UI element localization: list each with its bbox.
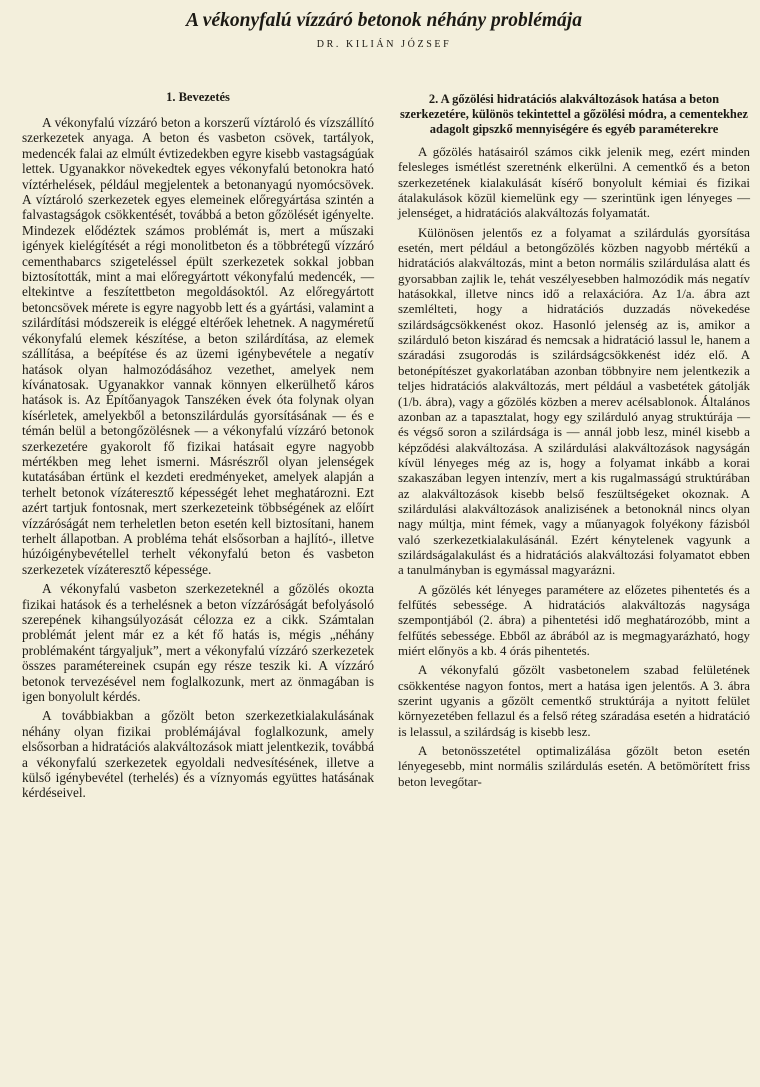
paragraph: Különösen jelentős ez a folyamat a szilárdulás gyorsítása esetén, mert például a betongőzölés közben nagyobb mértékű a hidratációs alakváltozás, mint a beton normális szilárdulása alatt és gyorsabban zajlik le, tehát veszélyesebben halmozódik más negatív hatásokkal, illetve nincs idő a relaxációra. Az 1/a. ábra azt szemlélteti, hogy a hidratációs duzzadás növekedése szilárdságcsökkenést okoz. Hasonló jelenség az is, amikor a szilárduló beton kiszárad és nemcsak a hidratáció lassul le, hanem a száradási zsugorodás is szilárdságcsökkenést idéz elő. A betonépítészet gyakorlatában azonban többnyire nem jelentkezik a teljes hidratációs alakváltozás, mert például a vasbetétek gátolják (1/b. ábra), vagy a gőzölés közben a merev acélsablonok. Általános azonban az a tapasztalat, hogy egy szilárduló anyag struktúrája — és végső soron a szilárdsága is — annál jobb lesz, minél kisebb a képződési alakváltozása. A szilárdulási alakváltozások nagyságán kívül lényeges még az is, hogy a folyamat inkább a korai szakaszában legyen intenzív, mert a kis rugalmasságú struktúrában az alakváltozások kisebb belső feszültségeket okoznak. A szilárdulási alakváltozások analizisének a betonoknál nincs olyan nagy múltja, mint fémek, vagy a műanyagok folyékony fázisból való szerkezetkialakulásánál. Ezért kénytelenek vagyunk a szilárdságalakulást és a hidratációs alakváltozási folyamatot ebben a tanulmányban is egymással magyarázni. <box>398 225 750 578</box>
paragraph: A betonösszetétel optimalizálása gőzölt beton esetén lényegesebb, mint normális szilárdulás esetén. A betömörített friss beton levegőtar- <box>398 744 750 789</box>
paragraph: A gőzölés hatásairól számos cikk jelenik meg, ezért minden felesleges ismétlést szeretnénk elkerülni. A cementkő és a beton szerkezetének kialakulását kísérő bonyolult kémiai és fizikai átalakulások közül kiemelünk egy — szerintünk igen lényeges — jelenséget, a hidratációs alakváltozás folyamatát. <box>398 145 750 221</box>
section-heading-introduction: 1. Bevezetés <box>166 90 230 104</box>
left-column <box>22 88 374 801</box>
paragraph: A vékonyfalú vasbeton szerkezeteknél a gőzölés okozta fizikai hatások és a terhelésnek a beton vízzáróságát befolyásoló szerepének kihangsúlyozását célozza ez a cikk. Számtalan problémát jelent már ez a két fő hatás is, mégis „néhány problémaként tárgyaljuk”, mert a vékonyfalú vízzáró szerkezetek összes paramétereinek csupán egy része teszik ki. A vízzáró betonok tervezésével nem foglalkozunk, mert az önmagában is igen bonyolult kérdés. <box>22 581 374 705</box>
article-body <box>22 88 750 801</box>
paragraph: A vékonyfalú gőzölt vasbetonelem szabad felületének csökkentése nagyon fontos, mert a hatása igen jelentős. A 3. ábra szerint ugyanis a gőzölt cementkő struktúrája a nyitott felület környezetében fellazul és a felső réteg száradása esetén a hidratáció is lelassul, a szilárdság is kisebb lesz. <box>398 663 750 739</box>
paragraph: A gőzölés két lényeges paramétere az előzetes pihentetés és a felfűtés sebessége. A hidratációs alakváltozás nagysága szempontjából (2. ábra) a pihentetési idő meghatározóbb, mint a felfűtés sebessége. Ebből az ábrából az is megmagyarázható, hogy miért előnyös a kb. 4 órás pihentetés. <box>398 582 750 658</box>
paragraph: A vékonyfalú vízzáró beton a korszerű víztároló és vízszállító szerkezetek anyaga. A beton és vasbeton csövek, tartályok, medencék falai az elmúlt évtizedekben egyre kisebb vastagságúak lettek. Ugyanakkor növekedtek egyes vékonyfalú betonokra ható víztérhelések, például megjelentek a betonanyagú nyomócsövek. A víztároló szerkezetek egyes elemeinek előregyártása szintén a falvastagságok csökkentését, továbbá a beton gőzölését igényelte. Mindezek elődéztek számos problémát is, mert a műszaki igények kielégítését a régi monolitbeton és a többrétegű vízzáró cementhabarcs szigeteléssel épült szerkezetek sokkal jobban biztosították, mint a mai előregyártott vékonyfalú medencék, — eltekintve a feszítettbeton megoldásoktól. Az előregyártott betoncsövek mérete is egyre nagyobb lett és a gyártási, valamint a szilárdítási módszereik is eléggé eltérőek lehetnek. A nagyméretű vékonyfalú elemek készítése, a beton szilárdítása, az elemek szállítása, a beépítése és az üzemi igénybevétele a negatív hatások olyan halmozódásához vezethet, amelyek nem kívánatosak. Ugyanakkor vannak könnyen elkerülhető káros hatások is. Az Építőanyagok Tanszéken évek óta folynak olyan kísérletek, amelyekből a betonszilárdulás gyorsításának — és e témán belül a betongőzölésnek — a vékonyfalú vízzáró betonok szerkezetére gyakorolt fő fizikai hatásait egyre nagyobb mértékben meg lehet ismerni. Másrészről olyan jelenségek kutatásában értünk el kezdeti eredményeket, amelyek alapján a terhelt betonok vízáteresztő képességét lehet meghatározni. Ezt azért tartjuk fontosnak, mert szerkezeteink többségének az előírt vízzáróságát nem terheletlen beton esetén kell biztosítani, hanem terhelt állapotban. A probléma tehát elsősorban a hajlító-, illetve húzóigénybevétellel terhelt vékonyfalú beton és vasbeton szerkezetek vízáteresztő képessége. <box>22 115 374 577</box>
paragraph: A továbbiakban a gőzölt beton szerkezetkialakulásának néhány olyan fizikai problémájával foglalkozunk, amely elsősorban a hidratációs alakváltozások miatt jelentkezik, továbbá a vékonyfalú szerkezetek egyoldali nedvesítésének, illetve a külső igénybevétel (terhelés) és a víznyomás együttes hatásának kérdéseivel. <box>22 708 374 801</box>
right-column <box>398 88 750 801</box>
section-heading-steam-curing: 2. A gőzölési hidratációs alakváltozások hatása a beton szerkezetére, különös tekintettel a gőzölési módra, a cementekhez adagolt gipszkő mennyiségére és egyéb paraméterekre <box>400 92 748 136</box>
article-title: A vékonyfalú vízzáró betonok néhány problémája <box>186 10 582 31</box>
article-author: DR. KILIÁN JÓZSEF <box>316 39 452 50</box>
